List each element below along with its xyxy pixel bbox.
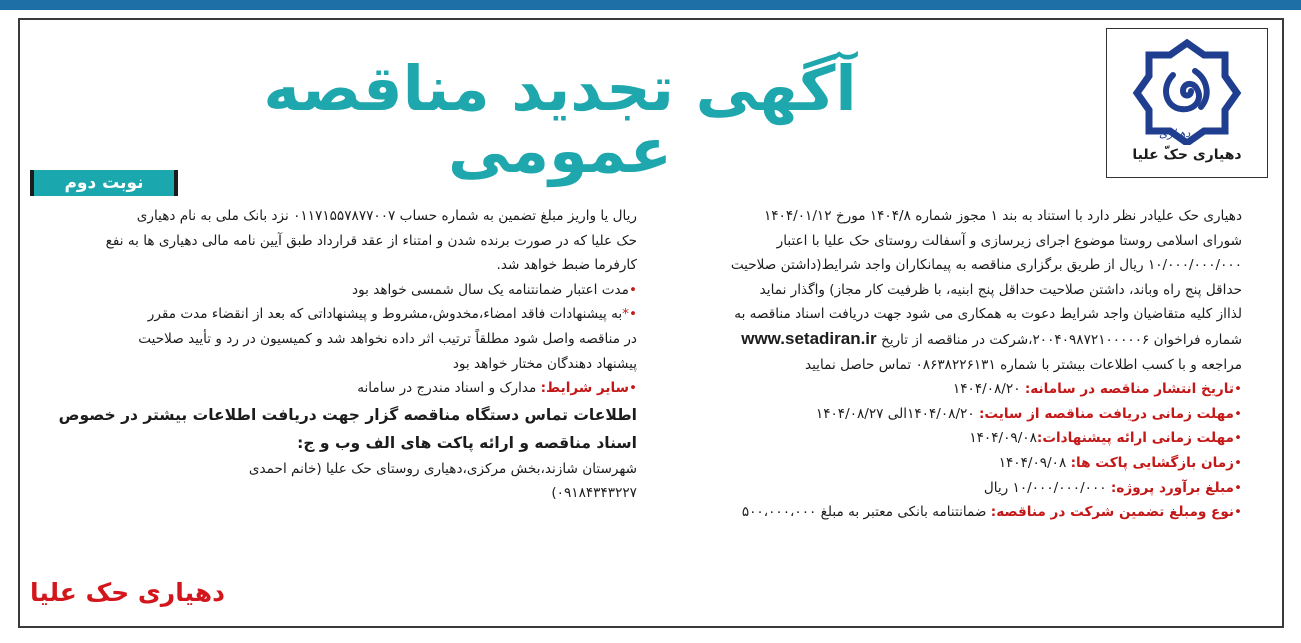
bullet-icon: • [1233, 430, 1242, 447]
logo-box [1106, 28, 1268, 178]
right-column [660, 204, 1242, 525]
logo-script-text: دهیاری [1159, 127, 1191, 140]
bullet-icon: • [1233, 504, 1242, 521]
bullet-icon: • [1233, 479, 1242, 496]
text-line [660, 327, 1242, 353]
top-bar [0, 0, 1301, 10]
text-line: ریال یا واریز مبلغ تضمین به شماره حساب ۰۱۱۷۱۵۵۷۸۷۷۰۰۷ نزد بانک ملی به نام دهیاری [136, 208, 637, 224]
contact-heading: اسناد مناقصه و ارائه پاکت های الف وب و ج: [297, 433, 637, 452]
list-item [660, 377, 1242, 402]
list-item [660, 476, 1242, 501]
bullet-icon: • [628, 380, 637, 397]
item-label: مهلت زمانی دریافت مناقصه از سایت: [978, 405, 1234, 422]
item-value: ضمانتنامه بانکی معتبر به مبلغ ۵۰۰،۰۰۰،۰۰۰ [741, 504, 987, 521]
bullet-icon: • [1233, 405, 1242, 422]
text-line: مراجعه و با کسب اطلاعات بیشتر با شماره ۰۸۶۳۸۲۲۶۱۳۱ تماس حاصل نمایید [804, 356, 1242, 373]
footer-signature: دهیاری حک علیا [30, 578, 225, 607]
item-label: زمان بازگشایی پاکت ها: [1070, 454, 1234, 471]
text-line: حداقل پنج راه وباند، داشتن صلاحیت حداقل پنج ابنیه، با ظرفیت کار مجاز) واگذار نماید [759, 281, 1242, 298]
item-label: مبلغ برآورد پروژه: [1110, 479, 1234, 496]
phone-line: ۰۹۱۸۴۳۴۳۲۲۷) [551, 485, 637, 502]
page-title: آگهی تجدید مناقصه عمومی [263, 52, 857, 187]
text-line: ۱۰/۰۰۰/۰۰۰/۰۰۰ ریال از طریق برگزاری مناقصه به پیمانکاران واجد شرایط(داشتن صلاحیت [730, 257, 1242, 274]
text-line: شورای اسلامی روستا موضوع اجرای زیرسازی و آسفالت روستای حک علیا با اعتبار [776, 232, 1242, 249]
text-line: حک علیا که در صورت برنده شدن و امتناء از عقد قرارداد طبق آیین نامه مالی دهیاری ها به نفع [105, 232, 637, 249]
bullet-icon: •* [622, 306, 637, 323]
text-line: لذااز کلیه متقاضیان واجد شرایط دعوت به همکاری می شود جهت دریافت اسناد مناقصه به [734, 306, 1242, 323]
logo-caption: دهیاری حکّ علیا [1132, 147, 1242, 163]
list-item [660, 451, 1242, 476]
round-badge: نوبت دوم [30, 170, 178, 196]
bullet-icon: • [1233, 454, 1242, 471]
item-label: تاریخ انتشار مناقصه در سامانه: [1024, 381, 1234, 398]
text-line: دهیاری حک علیادر نظر دارد با استناد به بند ۱ مجوز شماره ۱۴۰۴/۸ مورخ ۱۴۰۴/۰۱/۱۲ [763, 208, 1242, 224]
address-line: شهرستان شازند،بخش مرکزی،دهیاری روستای حک علیا (خانم احمدی [248, 460, 637, 477]
item-value: ۱۴۰۴/۰۹/۰۸ [969, 430, 1037, 447]
list-item [32, 376, 637, 401]
text-line: کارفرما ضبط خواهد شد. [496, 257, 637, 274]
setadiran-link[interactable]: www.setadiran.ir [741, 328, 877, 348]
list-item [32, 302, 637, 327]
list-item [660, 426, 1242, 451]
item-value: ۱۴۰۴/۰۹/۰۸ [998, 454, 1067, 471]
list-item [660, 402, 1242, 427]
item-label: نوع ومبلغ تضمین شرکت در مناقصه: [990, 504, 1234, 521]
item-label: سایر شرایط: [540, 380, 629, 397]
contact-heading: اطلاعات تماس دستگاه مناقصه گزار جهت دریافت اطلاعات بیشتر در خصوص [58, 405, 637, 424]
item-value: ۱۴۰۴/۰۸/۲۰الی ۱۴۰۴/۰۸/۲۷ [815, 405, 975, 422]
list-item [660, 500, 1242, 525]
call-number-text: شماره فراخوان ۲۰۰۴۰۹۸۷۲۱۰۰۰۰۰۶،شرکت در مناقصه از تاریخ [880, 331, 1242, 348]
text-line: در مناقصه واصل شود مطلقاً ترتیب اثر داده نخواهد شد و کمیسیون در رد و تأیید صلاحیت [138, 330, 637, 347]
bullet-icon: • [628, 281, 637, 298]
item-label: مهلت زمانی ارائه پیشنهادات: [1036, 430, 1234, 447]
item-value: مدت اعتبار ضمانتنامه یک سال شمسی خواهد بود [352, 281, 629, 298]
text-line: پیشنهاد دهندگان مختار خواهد بود [452, 355, 637, 372]
left-column [32, 204, 637, 506]
bullet-icon: • [1233, 381, 1242, 398]
item-value: به پیشنهادات فاقد امضاء،مخدوش،مشروط و پیشنهاداتی که بعد از انقضاء مدت مقرر [147, 306, 623, 323]
item-value: ۱۰/۰۰۰/۰۰۰/۰۰۰ ریال [983, 479, 1107, 496]
list-item [32, 278, 637, 303]
item-value: مدارک و اسناد مندرج در سامانه [357, 380, 537, 397]
item-value: ۱۴۰۴/۰۸/۲۰ [952, 381, 1021, 398]
